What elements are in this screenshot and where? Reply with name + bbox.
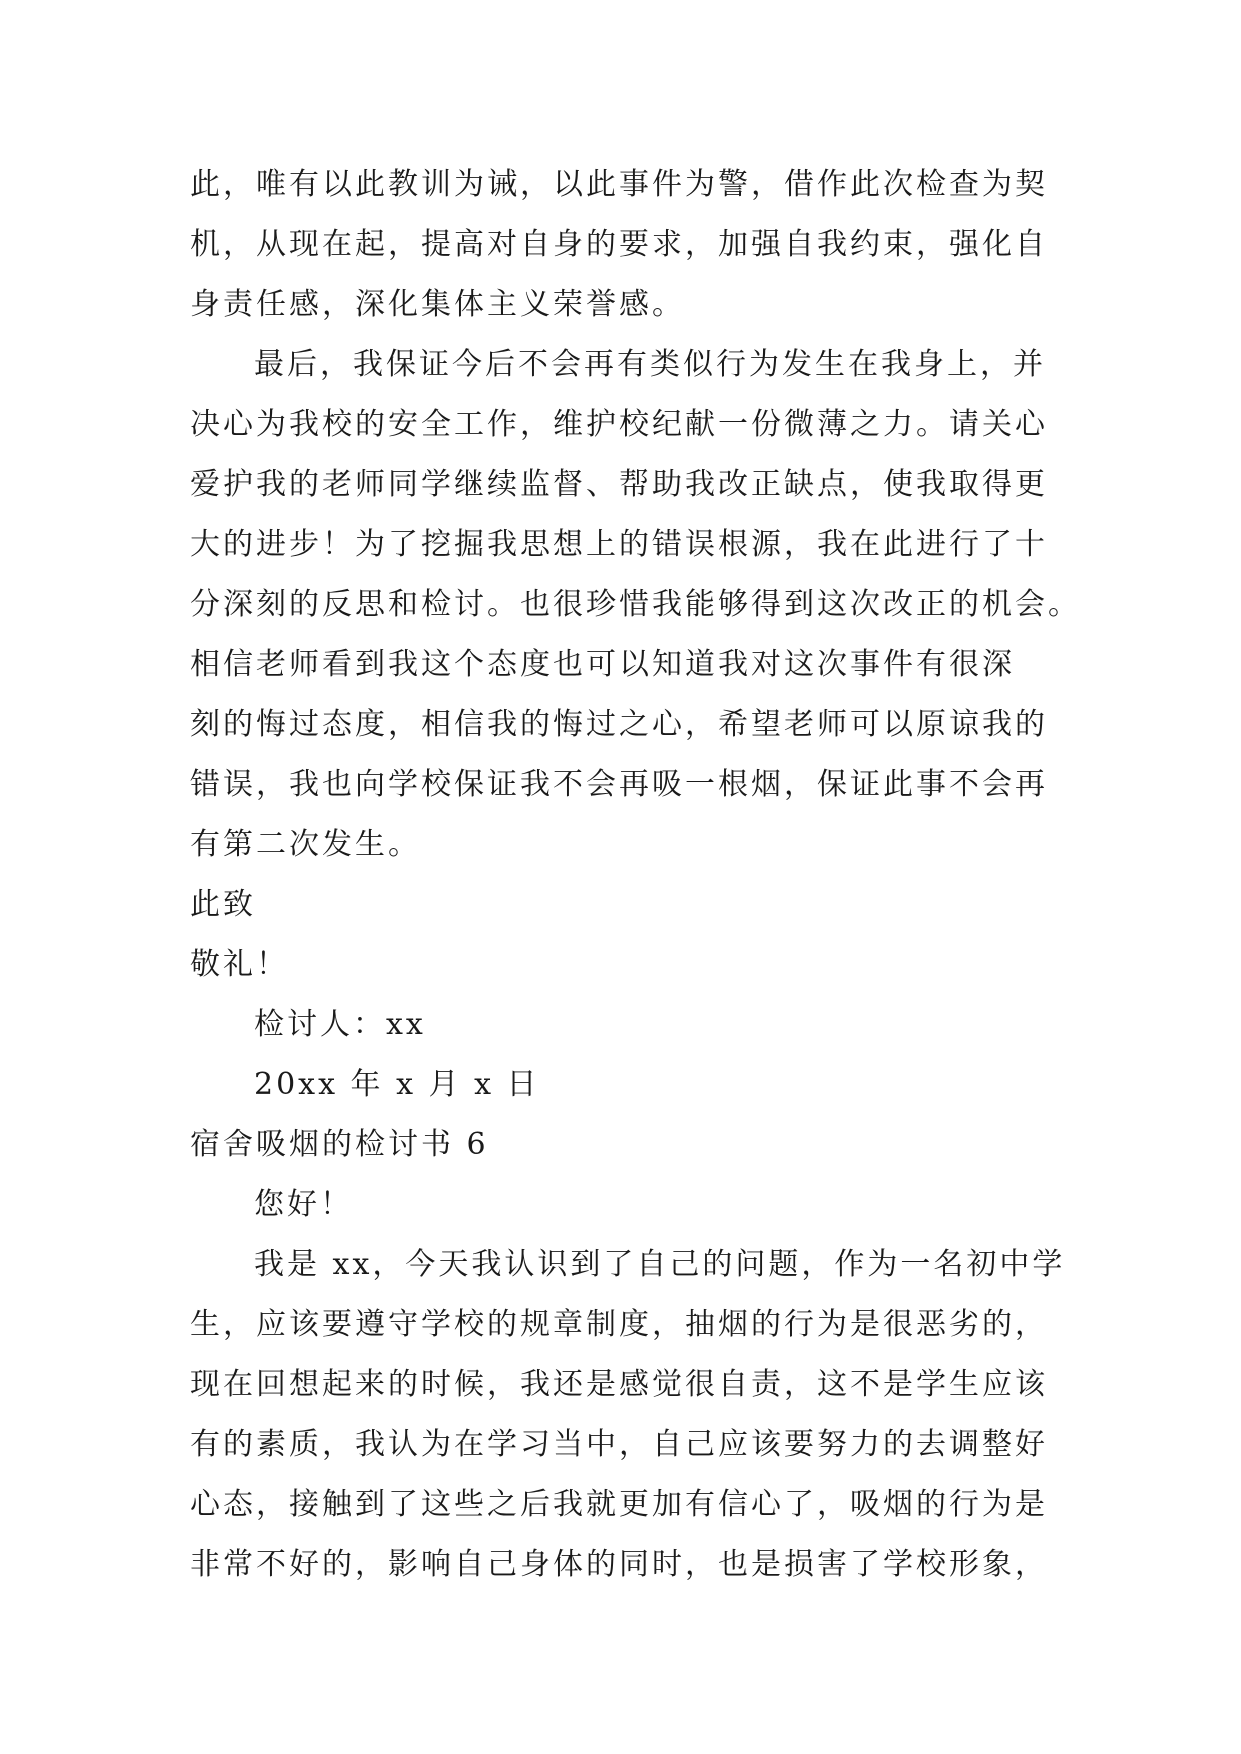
- text-line: 错误，我也向学校保证我不会再吸一根烟，保证此事不会再: [190, 767, 1048, 802]
- paragraph-start-line: 最后，我保证今后不会再有类似行为发生在我身上，并: [254, 347, 1046, 382]
- text-line: 生，应该要遵守学校的规章制度，抽烟的行为是很恶劣的，: [190, 1307, 1048, 1342]
- text-line: 此，唯有以此教训为诫，以此事件为警，借作此次检查为契: [190, 167, 1048, 202]
- document-body: [190, 155, 1081, 1595]
- text-line: 心态，接触到了这些之后我就更加有信心了，吸烟的行为是: [190, 1487, 1048, 1522]
- text-line: 爱护我的老师同学继续监督、帮助我改正缺点，使我取得更: [190, 467, 1048, 502]
- text-line: 分深刻的反思和检讨。也很珍惜我能够得到这次改正的机会。: [190, 587, 1081, 622]
- text-line: 决心为我校的安全工作，维护校纪献一份微薄之力。请关心: [190, 407, 1048, 442]
- section-title: 宿舍吸烟的检讨书 6: [190, 1127, 489, 1162]
- date-line: 20xx 年 x 月 x 日: [254, 1067, 540, 1102]
- text-line: 有的素质，我认为在学习当中，自己应该要努力的去调整好: [190, 1427, 1048, 1462]
- paragraph-start-line: 我是 xx，今天我认识到了自己的问题，作为一名初中学: [254, 1247, 1066, 1282]
- text-line: 非常不好的，影响自己身体的同时，也是损害了学校形象，: [190, 1547, 1048, 1582]
- text-line: 有第二次发生。: [190, 827, 421, 862]
- text-line: 大的进步！为了挖掘我思想上的错误根源，我在此进行了十: [190, 527, 1048, 562]
- signature-line: 检讨人：xx: [254, 1007, 426, 1042]
- text-line: 刻的悔过态度，相信我的悔过之心，希望老师可以原谅我的: [190, 707, 1048, 742]
- text-line: 相信老师看到我这个态度也可以知道我对这次事件有很深: [190, 647, 1015, 682]
- closing-regards: 敬礼！: [190, 947, 289, 982]
- text-line: 机，从现在起，提高对自身的要求，加强自我约束，强化自: [190, 227, 1048, 262]
- text-line: 现在回想起来的时候，我还是感觉很自责，这不是学生应该: [190, 1367, 1048, 1402]
- text-line: 身责任感，深化集体主义荣誉感。: [190, 287, 685, 322]
- greeting-line: 您好！: [254, 1187, 353, 1222]
- closing-salutation: 此致: [190, 887, 256, 922]
